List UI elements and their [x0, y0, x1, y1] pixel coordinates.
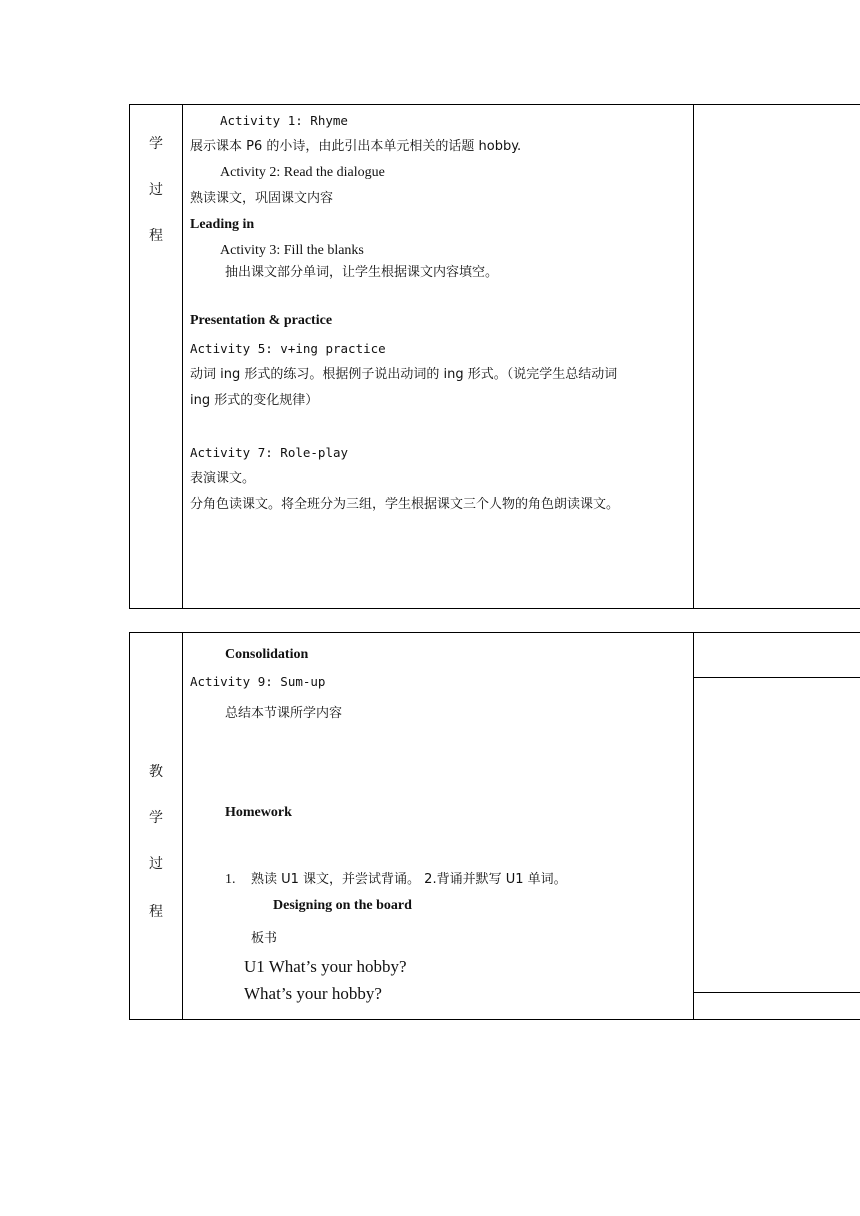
label-char: 程 [149, 228, 163, 244]
activity-5-desc-line1: 动词 ing 形式的练习。根据例子说出动词的 ing 形式。（说完学生总结动词 [190, 367, 618, 382]
board-line-2: What’s your hobby? [244, 984, 382, 1003]
activity-3-desc: 抽出课文部分单词，让学生根据课文内容填空。 [225, 265, 499, 280]
label-char: 过 [149, 856, 163, 872]
board-label: 板书 [251, 931, 278, 946]
row-divider [694, 677, 860, 678]
column-divider [693, 633, 694, 1019]
consolidation-heading: Consolidation [225, 647, 309, 662]
homework-heading: Homework [225, 805, 292, 820]
activity-5-desc-line2: ing 形式的变化规律） [190, 393, 319, 408]
activity-7-title: Activity 7: Role-play [190, 445, 349, 460]
activity-2-desc: 熟读课文，巩固课文内容 [190, 191, 334, 206]
activity-5-title: Activity 5: v+ing practice [190, 341, 386, 356]
activity-2-title: Activity 2: Read the dialogue [220, 165, 385, 180]
lesson-process-table-1 [129, 104, 860, 609]
label-char: 程 [149, 904, 163, 920]
leading-in-heading: Leading in [190, 217, 255, 232]
activity-3-title: Activity 3: Fill the blanks [220, 243, 364, 258]
label-char: 学 [149, 810, 163, 826]
column-divider [182, 105, 183, 608]
column-divider [693, 105, 694, 608]
homework-item: 熟读 U1 课文，并尝试背诵。 2.背诵并默写 U1 单词。 [251, 872, 567, 887]
board-line-1: U1 What’s your hobby? [244, 957, 407, 976]
activity-9-title: Activity 9: Sum-up [190, 674, 326, 689]
row-divider [694, 992, 860, 993]
label-char: 教 [149, 764, 163, 780]
activity-1-desc: 展示课本 P6 的小诗，由此引出本单元相关的话题 hobby. [190, 139, 522, 154]
column-divider [182, 633, 183, 1019]
presentation-heading: Presentation & practice [190, 313, 333, 328]
board-design-heading: Designing on the board [273, 898, 412, 913]
homework-number: 1. [225, 872, 236, 887]
activity-7-desc-line1: 表演课文。 [190, 471, 256, 486]
activity-1-title: Activity 1: Rhyme [220, 113, 348, 128]
activity-9-desc: 总结本节课所学内容 [225, 706, 343, 721]
activity-7-desc-line2: 分角色读课文。将全班分为三组，学生根据课文三个人物的角色朗读课文。 [190, 497, 620, 512]
label-char: 学 [149, 136, 163, 152]
label-char: 过 [149, 182, 163, 198]
lesson-process-table-2 [129, 632, 860, 1020]
